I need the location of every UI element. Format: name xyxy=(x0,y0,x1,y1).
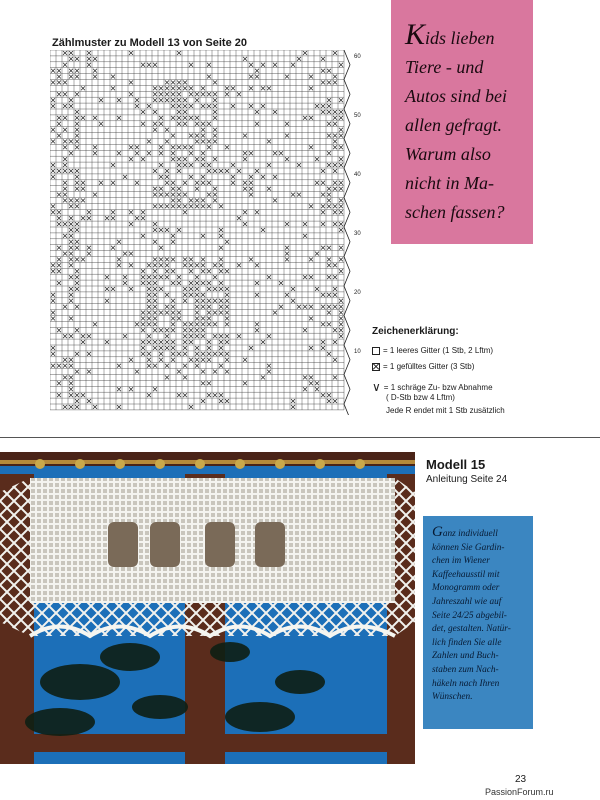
pink-box-line: Warum also xyxy=(405,144,491,164)
chart-row-label: 10 xyxy=(354,348,361,355)
legend-note-row xyxy=(386,406,505,415)
chart-cells xyxy=(51,51,343,409)
page-number: 23 xyxy=(515,774,527,785)
legend-filled-text: = 1 gefülltes Gitter (3 Stb) xyxy=(383,362,475,371)
crochet-chart xyxy=(50,50,368,415)
legend-filled-row xyxy=(372,362,474,371)
chart-row-label: 40 xyxy=(354,171,361,178)
blue-box-line: Zahlen und Buch- xyxy=(432,651,499,662)
blue-box-line: det, gestalten. Natür- xyxy=(432,624,511,635)
blue-box-line: staben zum Nach- xyxy=(432,664,499,675)
blue-box-line: chen im Wiener xyxy=(432,556,490,567)
legend-slant-row xyxy=(372,380,493,394)
blue-box-line: Kaffeehausstil mit xyxy=(432,569,500,580)
blue-box-line: Jahreszahl wie auf xyxy=(432,596,502,607)
legend-slant-row-2 xyxy=(386,393,455,402)
filled-cell-icon xyxy=(372,363,380,371)
slant-icon: ∨ xyxy=(372,380,381,394)
legend-slant-text: = 1 schräge Zu- bzw Abnahme xyxy=(383,382,493,392)
blue-box-initial: G xyxy=(432,524,443,540)
chart-title: Zählmuster zu Modell 13 von Seite 20 xyxy=(52,37,247,49)
blue-box-line: häkeln nach Ihren xyxy=(432,678,500,689)
chart-row-label: 30 xyxy=(354,230,361,237)
pink-text-box xyxy=(391,0,533,244)
blue-box-line: können Sie Gardin- xyxy=(432,542,505,553)
model-subtitle: Anleitung Seite 24 xyxy=(426,474,508,485)
legend-empty-row xyxy=(372,346,493,355)
section-divider xyxy=(0,437,600,438)
pink-box-line: nicht in Ma- xyxy=(405,173,494,193)
empty-cell-icon xyxy=(372,347,380,355)
blue-text-box xyxy=(423,516,533,729)
legend-note: Jede R endet mit 1 Stb zusätzlich xyxy=(386,406,505,415)
pink-box-line: schen fassen? xyxy=(405,202,505,222)
pink-box-initial: K xyxy=(405,18,426,51)
blue-box-line: Monogramm oder xyxy=(432,583,500,594)
legend-empty-text: = 1 leeres Gitter (1 Stb, 2 Lftm) xyxy=(383,346,494,355)
pink-box-line: Tiere - und xyxy=(405,57,484,77)
model-title: Modell 15 xyxy=(426,457,486,472)
chart-row-label: 20 xyxy=(354,289,361,296)
pink-box-line: ids lieben xyxy=(425,28,495,48)
pink-box-line: Autos sind bei xyxy=(405,86,507,106)
curtain-photo-illustration xyxy=(0,452,415,764)
curtain-photo xyxy=(0,452,415,764)
legend-slant-text-2: ( D-Stb bzw 4 Lftm) xyxy=(386,393,455,402)
chart-grid xyxy=(50,50,344,410)
blue-box-line: Wünschen. xyxy=(432,692,473,703)
chart-row-label: 60 xyxy=(354,53,361,60)
legend-title: Zeichenerklärung: xyxy=(372,326,459,337)
chart-zigzag-edge xyxy=(344,50,350,415)
chart-row-label: 50 xyxy=(354,112,361,119)
watermark: PassionForum.ru xyxy=(485,787,554,797)
blue-box-line: lich finden Sie alle xyxy=(432,637,502,648)
pink-box-line: allen gefragt. xyxy=(405,115,502,135)
blue-box-line: Seite 24/25 abgebil- xyxy=(432,610,507,621)
blue-box-line: anz individuell xyxy=(442,529,498,539)
